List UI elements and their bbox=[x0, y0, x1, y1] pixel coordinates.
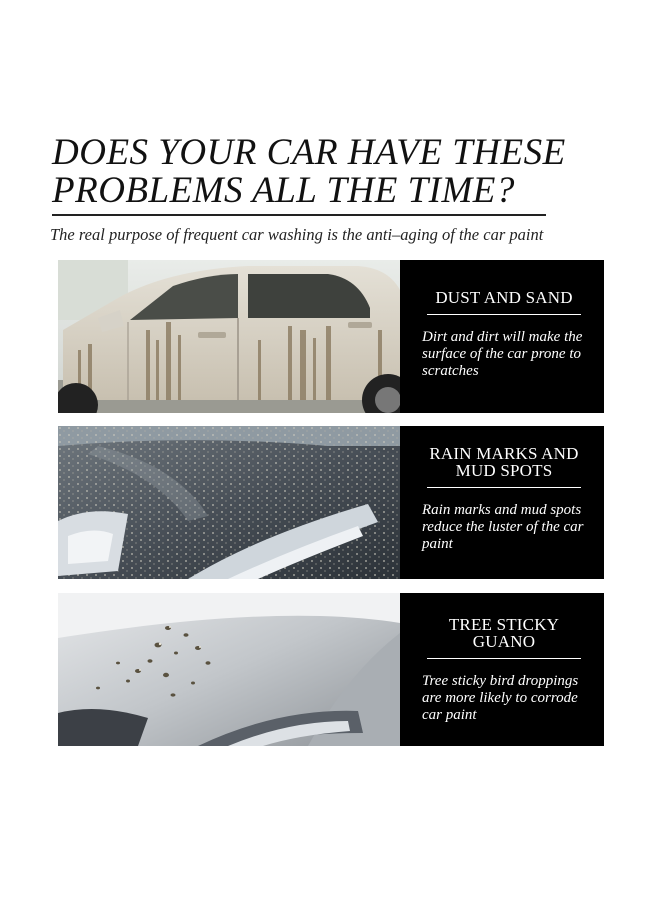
problem-description: Tree sticky bird droppings are more likely to corrode car paint bbox=[422, 673, 579, 723]
subtitle: The real purpose of frequent car washing is the anti–aging of the car paint bbox=[50, 225, 544, 244]
problem-panel-rain bbox=[400, 426, 604, 579]
problem-title: TREE STICKY GUANO bbox=[448, 615, 560, 651]
problem-card-guano bbox=[58, 593, 604, 746]
problem-divider bbox=[427, 314, 581, 315]
problem-description: Dirt and dirt will make the surface of the car prone to scratches bbox=[422, 329, 583, 379]
bird-droppings-hood-photo bbox=[58, 593, 400, 746]
problem-card-rain bbox=[58, 426, 604, 579]
problem-title: DUST AND SAND bbox=[435, 288, 573, 307]
problem-description: Rain marks and mud spots reduce the luster of the car paint bbox=[422, 502, 584, 552]
page-title bbox=[52, 134, 632, 210]
problem-panel-guano bbox=[400, 593, 604, 746]
problem-card-dust bbox=[58, 260, 604, 413]
dusty-hood-photo bbox=[58, 426, 400, 579]
title-line-1: DOES YOUR CAR HAVE THESE bbox=[52, 132, 566, 173]
problem-title: RAIN MARKS AND MUD SPOTS bbox=[429, 444, 579, 480]
title-divider bbox=[52, 214, 546, 216]
title-line-2: PROBLEMS ALL THE TIME? bbox=[52, 170, 515, 211]
muddy-car-photo bbox=[58, 260, 400, 413]
problem-panel-dust bbox=[400, 260, 604, 413]
problem-divider bbox=[427, 658, 581, 659]
problem-divider bbox=[427, 487, 581, 488]
